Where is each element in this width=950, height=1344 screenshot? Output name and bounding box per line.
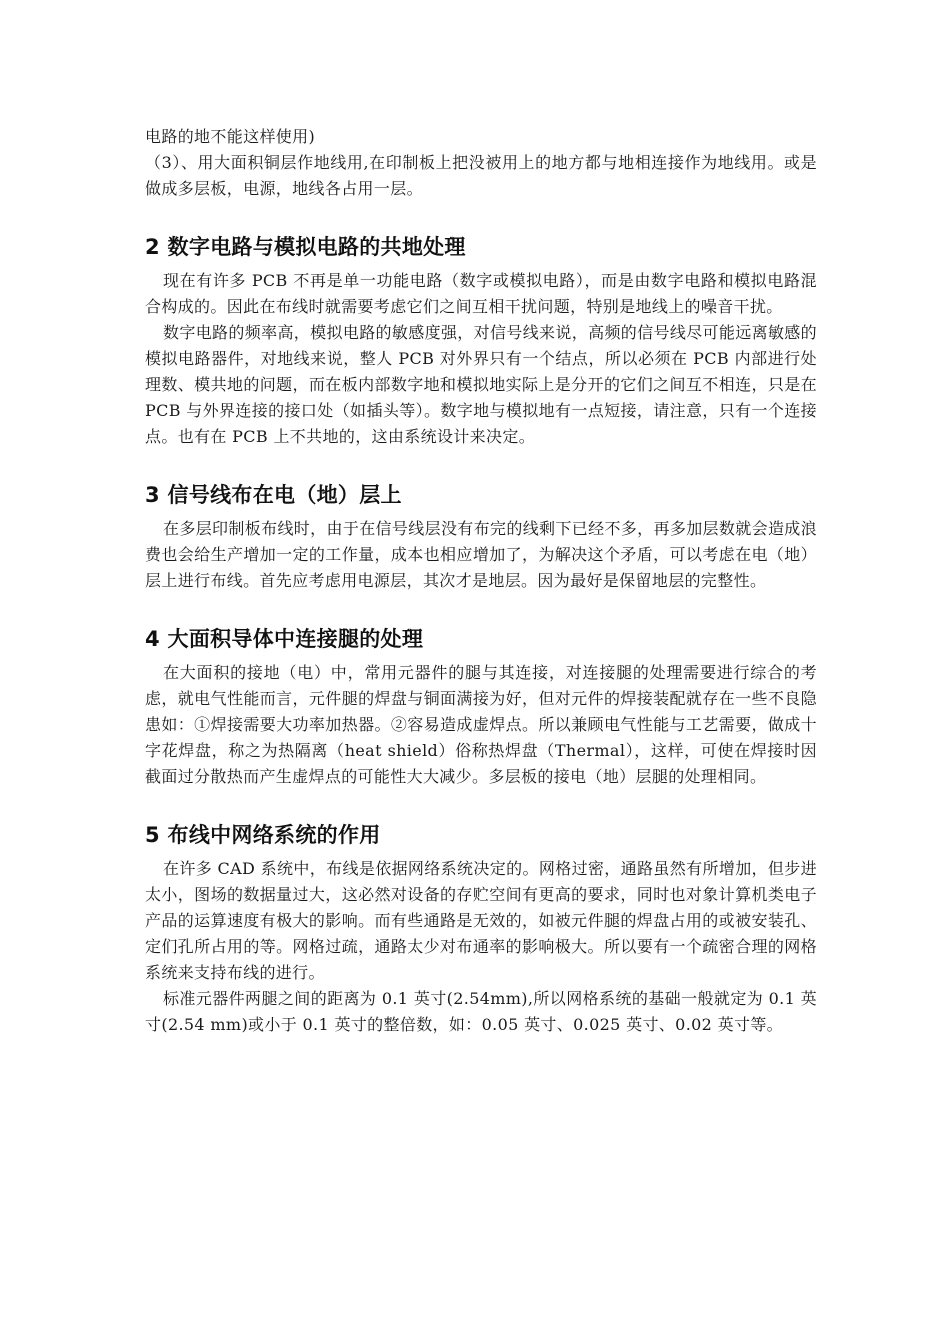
section-5-paragraph-1: 在许多 CAD 系统中，布线是依据网络系统决定的。网格过密，通路虽然有所增加，但步进太小，图场的数据量过大，这必然对设备的存贮空间有更高的要求，同时也对象计算机类电子产品的运算速度有极大的影响。而有些通路是无效的，如被元件腿的焊盘占用的或被安装孔、定们孔所占用的等。网格过疏，通路太少对布通率的影响极大。所以要有一个疏密合理的网格系统来支持布线的进行。	[145, 859, 817, 982]
section-3-paragraph-1: 在多层印制板布线时，由于在信号线层没有布完的线剩下已经不多，再多加层数就会造成浪费也会给生产增加一定的工作量，成本也相应增加了，为解决这个矛盾，可以考虑在电（地）层上进行布线。首先应考虑用电源层，其次才是地层。因为最好是保留地层的完整性。	[145, 519, 818, 590]
section-5-heading: 5 布线中网络系统的作用	[145, 823, 381, 847]
section-4-heading: 4 大面积导体中连接腿的处理	[145, 627, 424, 651]
document-body	[145, 124, 817, 1038]
intro-paragraph-2: （3）、用大面积铜层作地线用,在印制板上把没被用上的地方都与地相连接作为地线用。或是做成多层板，电源，地线各占用一层。	[145, 153, 817, 198]
section-5-paragraph-2: 标准元器件两腿之间的距离为 0.1 英寸(2.54mm),所以网格系统的基础一般就定为 0.1 英寸(2.54 mm)或小于 0.1 英寸的整倍数，如：0.05 英寸、0.025 英寸、0.02 英寸等。	[145, 989, 817, 1034]
section-2-heading: 2 数字电路与模拟电路的共地处理	[145, 235, 466, 259]
intro-paragraph-1: 电路的地不能这样使用)	[145, 127, 316, 146]
section-4-paragraph-1: 在大面积的接地（电）中，常用元器件的腿与其连接，对连接腿的处理需要进行综合的考虑，就电气性能而言，元件腿的焊盘与铜面满接为好，但对元件的焊接装配就存在一些不良隐患如：①焊接需要大功率加热器。②容易造成虚焊点。所以兼顾电气性能与工艺需要，做成十字花焊盘，称之为热隔离（heat shield）俗称热焊盘（Thermal），这样，可使在焊接时因截面过分散热而产生虚焊点的可能性大大减少。多层板的接电（地）层腿的处理相同。	[145, 663, 817, 786]
section-3-heading: 3 信号线布在电（地）层上	[145, 483, 402, 507]
section-2-paragraph-2: 数字电路的频率高，模拟电路的敏感度强，对信号线来说，高频的信号线尽可能远离敏感的模拟电路器件，对地线来说，整人 PCB 对外界只有一个结点，所以必须在 PCB 内部进行处理数、模共地的问题，而在板内部数字地和模拟地实际上是分开的它们之间互不相连，只是在 PCB 与外界连接的接口处（如插头等）。数字地与模拟地有一点短接，请注意，只有一个连接点。也有在 PCB 上不共地的，这由系统设计来决定。	[145, 323, 818, 446]
section-2-paragraph-1: 现在有许多 PCB 不再是单一功能电路（数字或模拟电路），而是由数字电路和模拟电路混合构成的。因此在布线时就需要考虑它们之间互相干扰问题，特别是地线上的噪音干扰。	[145, 271, 817, 316]
